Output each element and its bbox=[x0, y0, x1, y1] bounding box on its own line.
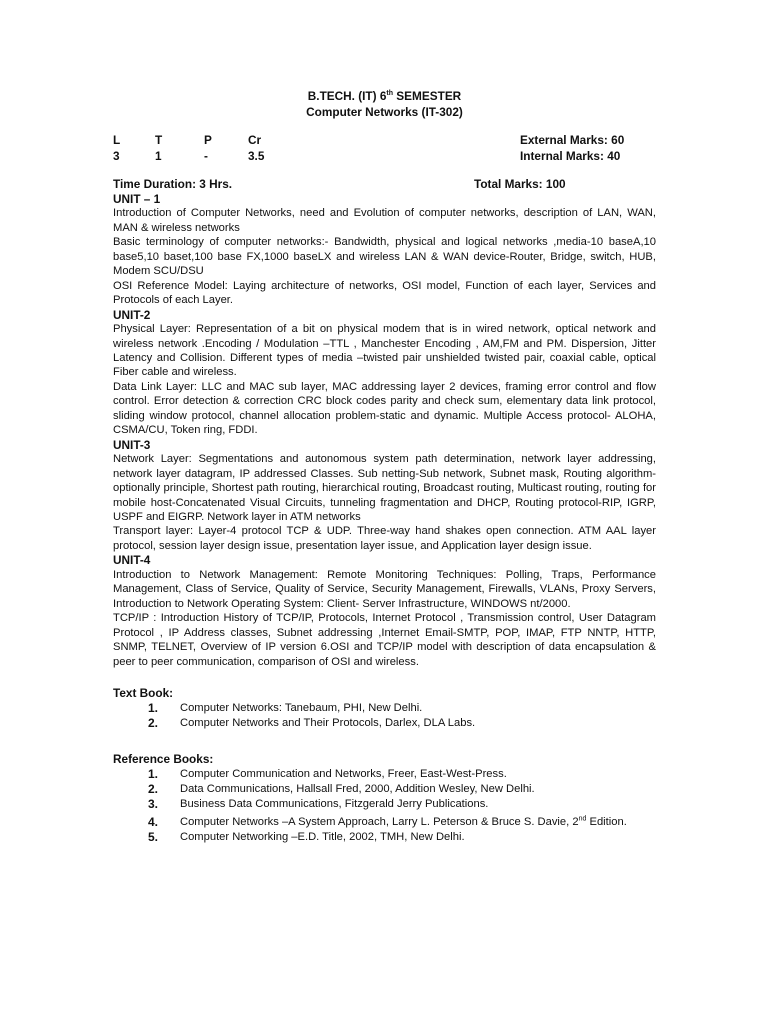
item-number: 1. bbox=[148, 766, 159, 781]
unit-1 bbox=[113, 192, 656, 308]
ltp-table bbox=[113, 132, 656, 164]
p-value: - bbox=[204, 149, 208, 163]
unit-paragraph: Transport layer: Layer-4 protocol TCP & UDP. Three-way hand shakes open connection. ATM AAL layer protocol, session layer design issue, presentation layer issue, and Application layer design issue. bbox=[113, 525, 656, 552]
unit-2 bbox=[113, 308, 656, 438]
duration-row bbox=[113, 176, 656, 192]
list-item bbox=[113, 767, 656, 782]
semester-heading-suffix: SEMESTER bbox=[393, 89, 462, 103]
item-text-suffix: Edition. bbox=[586, 815, 627, 828]
item-number: 4. bbox=[148, 814, 159, 829]
l-label: L bbox=[113, 133, 121, 147]
l-value: 3 bbox=[113, 149, 120, 163]
course-title: Computer Networks (IT-302) bbox=[306, 105, 463, 119]
cr-value: 3.5 bbox=[248, 149, 265, 163]
unit-title: UNIT-4 bbox=[113, 553, 151, 568]
list-item bbox=[113, 782, 656, 797]
unit-paragraph: Data Link Layer: LLC and MAC sub layer, MAC addressing layer 2 devices, framing error control and flow control. Error detection & correction CRC block codes parity and check sum, elementary data link protocol, sliding window protocol, channel allocation problem-static and dynamic. Multiple Access protocol- ALOHA, CSMA/CU, Token ring, FDDI. bbox=[113, 380, 656, 437]
semester-superscript: th bbox=[386, 90, 394, 98]
item-text: Computer Networks –A System Approach, Larry L. Peterson & Bruce S. Davie, 2 bbox=[180, 815, 579, 828]
item-number: 5. bbox=[148, 829, 159, 844]
external-marks: External Marks: 60 bbox=[520, 133, 625, 147]
semester-heading bbox=[113, 88, 656, 104]
unit-paragraph: TCP/IP : Introduction History of TCP/IP, Protocols, Internet Protocol , Transmission control, User Datagram Protocol , IP Address classes, Subnet addressing ,Internet Email-SMTP, POP, IMAP, FTP NNTP, HTTP, SNMP, TELNET, Overview of IP version 6.OSI and TCP/IP model with description of data encapsulation & peer to peer communication, comparison of OSI and wireless. bbox=[113, 612, 656, 668]
text-book-heading: Text Book: bbox=[113, 685, 174, 700]
unit-paragraph: Introduction to Network Management: Remote Monitoring Techniques: Polling, Traps, Performance Management, Class of Service, Quality of Service, Security Management, Firewalls, VLANs, Proxy Servers, Introduction to Network Operating System: Client- Server Infrastructure, WINDOWS nt/2000. bbox=[113, 568, 656, 610]
semester-heading-text: B.TECH. (IT) 6 bbox=[307, 89, 387, 103]
list-item bbox=[113, 716, 656, 731]
unit-title: UNIT-3 bbox=[113, 437, 151, 452]
unit-paragraph: Introduction of Computer Networks, need and Evolution of computer networks, description of LAN, WAN, MAN & wireless networks bbox=[113, 207, 656, 234]
edition-superscript: nd bbox=[578, 815, 587, 823]
unit-paragraph: Physical Layer: Representation of a bit on physical modem that is in wired network, optical network and wireless network .Encoding / Modulation –TTL , Manchester Encoding , AM,FM and PM. Dispersion, Jitter Latency and Collision. Different types of media –twisted pair unshielded twisted pair, coaxial cable, optical Fiber cable and wireless. bbox=[113, 323, 656, 379]
unit-title: UNIT-2 bbox=[113, 307, 151, 322]
unit-3 bbox=[113, 438, 656, 554]
item-text: Computer Networks: Tanebaum, PHI, New Delhi. bbox=[180, 701, 423, 714]
cr-label: Cr bbox=[248, 133, 262, 147]
time-duration: Time Duration: 3 Hrs. bbox=[113, 177, 233, 191]
total-marks: Total Marks: 100 bbox=[474, 177, 566, 191]
item-text: Data Communications, Hallsall Fred, 2000, Addition Wesley, New Delhi. bbox=[180, 782, 535, 795]
syllabus-page bbox=[113, 88, 656, 845]
p-label: P bbox=[204, 133, 212, 147]
unit-paragraph: Network Layer: Segmentations and autonomous system path determination, network layer addressing, network layer datagram, IP addressed Classes. Sub netting-Sub network, Subnet mask, Routing algorithm-optionally principle, Shortest path routing, hierarchical routing, Broadcast routing, Multicast routing, routing for mobile host-Concatenated Visual Circuits, tunneling fragmentation and DHCP, Routing protocol-RIP, IGRP, USPF and EIGRP. Network layer in ATM networks bbox=[113, 453, 656, 523]
item-number: 3. bbox=[148, 796, 159, 811]
unit-title: UNIT – 1 bbox=[113, 192, 161, 206]
unit-paragraph: OSI Reference Model: Laying architecture of networks, OSI model, Function of each layer, Services and Protocols of each Layer. bbox=[113, 279, 656, 307]
text-book-list bbox=[113, 701, 656, 731]
list-item bbox=[113, 815, 656, 830]
t-value: 1 bbox=[155, 149, 162, 163]
item-number: 2. bbox=[148, 781, 159, 796]
item-text: Computer Networking –E.D. Title, 2002, TMH, New Delhi. bbox=[180, 830, 465, 843]
item-text: Business Data Communications, Fitzgerald Jerry Publications. bbox=[180, 797, 489, 810]
item-text: Computer Communication and Networks, Freer, East-West-Press. bbox=[180, 767, 507, 780]
item-text: Computer Networks and Their Protocols, Darlex, DLA Labs. bbox=[180, 716, 476, 729]
list-item bbox=[113, 701, 656, 716]
unit-4 bbox=[113, 553, 656, 669]
item-number: 1. bbox=[148, 700, 159, 715]
reference-books-list bbox=[113, 767, 656, 845]
reference-books-heading: Reference Books: bbox=[113, 751, 214, 766]
item-number: 2. bbox=[148, 715, 159, 730]
internal-marks: Internal Marks: 40 bbox=[520, 149, 621, 163]
unit-paragraph: Basic terminology of computer networks:- Bandwidth, physical and logical networks ,media-10 baseA,10 base5,10 baset,100 base FX,1000 baseLX and wireless LAN & WAN device-Router, Bridge, switch, HUB, Modem SCU/DSU bbox=[113, 236, 656, 278]
list-item bbox=[113, 797, 656, 812]
t-label: T bbox=[155, 133, 163, 147]
list-item bbox=[113, 830, 656, 845]
